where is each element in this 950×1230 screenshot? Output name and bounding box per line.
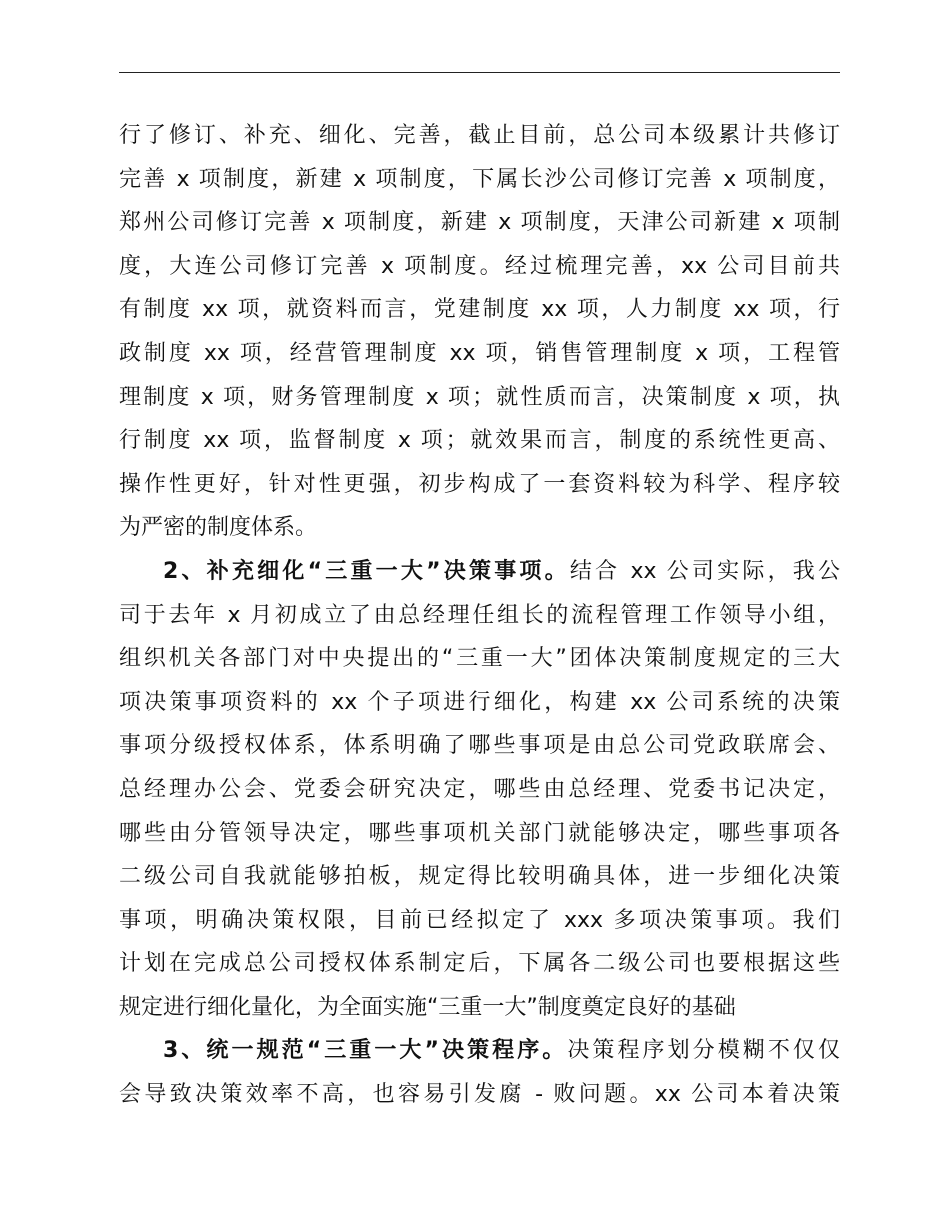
text-line: 项决策事项资料的 xx 个子项进行细化，构建 xx 公司系统的决策 xyxy=(119,689,840,715)
text-line: 行了修订、补充、细化、完善，截止目前，总公司本级累计共修订 xyxy=(119,123,840,148)
text-line: 哪些由分管领导决定，哪些事项机关部门就能够决定，哪些事项各 xyxy=(119,820,840,846)
paragraph-2 xyxy=(119,550,840,1030)
paragraph-heading: 3、统一规范“三重一大”决策程序。 xyxy=(163,1038,568,1064)
text-line: 理制度 x 项，财务管理制度 x 项；就性质而言，决策制度 x 项，执 xyxy=(119,384,840,410)
text-line: 司于去年 x 月初成立了由总经理任组长的流程管理工作领导小组， xyxy=(119,602,840,628)
text-line: 二级公司自我就能够拍板，规定得比较明确具体，进一步细化决策 xyxy=(119,864,840,890)
text-line: 组织机关各部门对中央提出的“三重一大”团体决策制度规定的三大 xyxy=(119,646,840,672)
text-span: 决策程序划分模糊不仅仅 xyxy=(567,1038,840,1064)
text-span: 结合 xx 公司实际，我公 xyxy=(569,558,840,584)
text-line: 会导致决策效率不高，也容易引发腐 - 败问题。xx 公司本着决策 xyxy=(119,1082,840,1108)
text-line: 行制度 xx 项，监督制度 x 项；就效果而言，制度的系统性更高、 xyxy=(119,428,840,454)
text-line: 规定进行细化量化，为全面实施“三重一大”制度奠定良好的基础 xyxy=(119,994,736,1020)
paragraph-first-line xyxy=(119,550,840,594)
text-line: 为严密的制度体系。 xyxy=(119,515,318,541)
paragraph-heading: 2、补充细化“三重一大”决策事项。 xyxy=(163,558,570,584)
text-line: 有制度 xx 项，就资料而言，党建制度 xx 项，人力制度 xx 项，行 xyxy=(119,297,840,323)
paragraph-3 xyxy=(119,1029,840,1116)
text-line: 郑州公司修订完善 x 项制度，新建 x 项制度，天津公司新建 x 项制 xyxy=(119,210,840,236)
header-rule xyxy=(119,72,840,73)
text-line: 政制度 xx 项，经营管理制度 xx 项，销售管理制度 x 项，工程管 xyxy=(119,340,840,366)
text-line: 总经理办公会、党委会研究决定，哪些由总经理、党委书记决定， xyxy=(119,776,840,802)
document-body xyxy=(119,114,840,1117)
text-line: 度，大连公司修订完善 x 项制度。经过梳理完善，xx 公司目前共 xyxy=(119,253,840,279)
text-line: 操作性更好，针对性更强，初步构成了一套资料较为科学、程序较 xyxy=(119,471,840,497)
paragraph-1 xyxy=(119,114,840,550)
text-line: 完善 x 项制度，新建 x 项制度，下属长沙公司修订完善 x 项制度， xyxy=(119,166,840,192)
text-line: 事项分级授权体系，体系明确了哪些事项是由总公司党政联席会、 xyxy=(119,733,840,759)
text-line: 事项，明确决策权限，目前已经拟定了 xxx 多项决策事项。我们 xyxy=(119,907,841,933)
text-line: 计划在完成总公司授权体系制定后，下属各二级公司也要根据这些 xyxy=(119,951,840,977)
paragraph-first-line xyxy=(119,1029,840,1073)
